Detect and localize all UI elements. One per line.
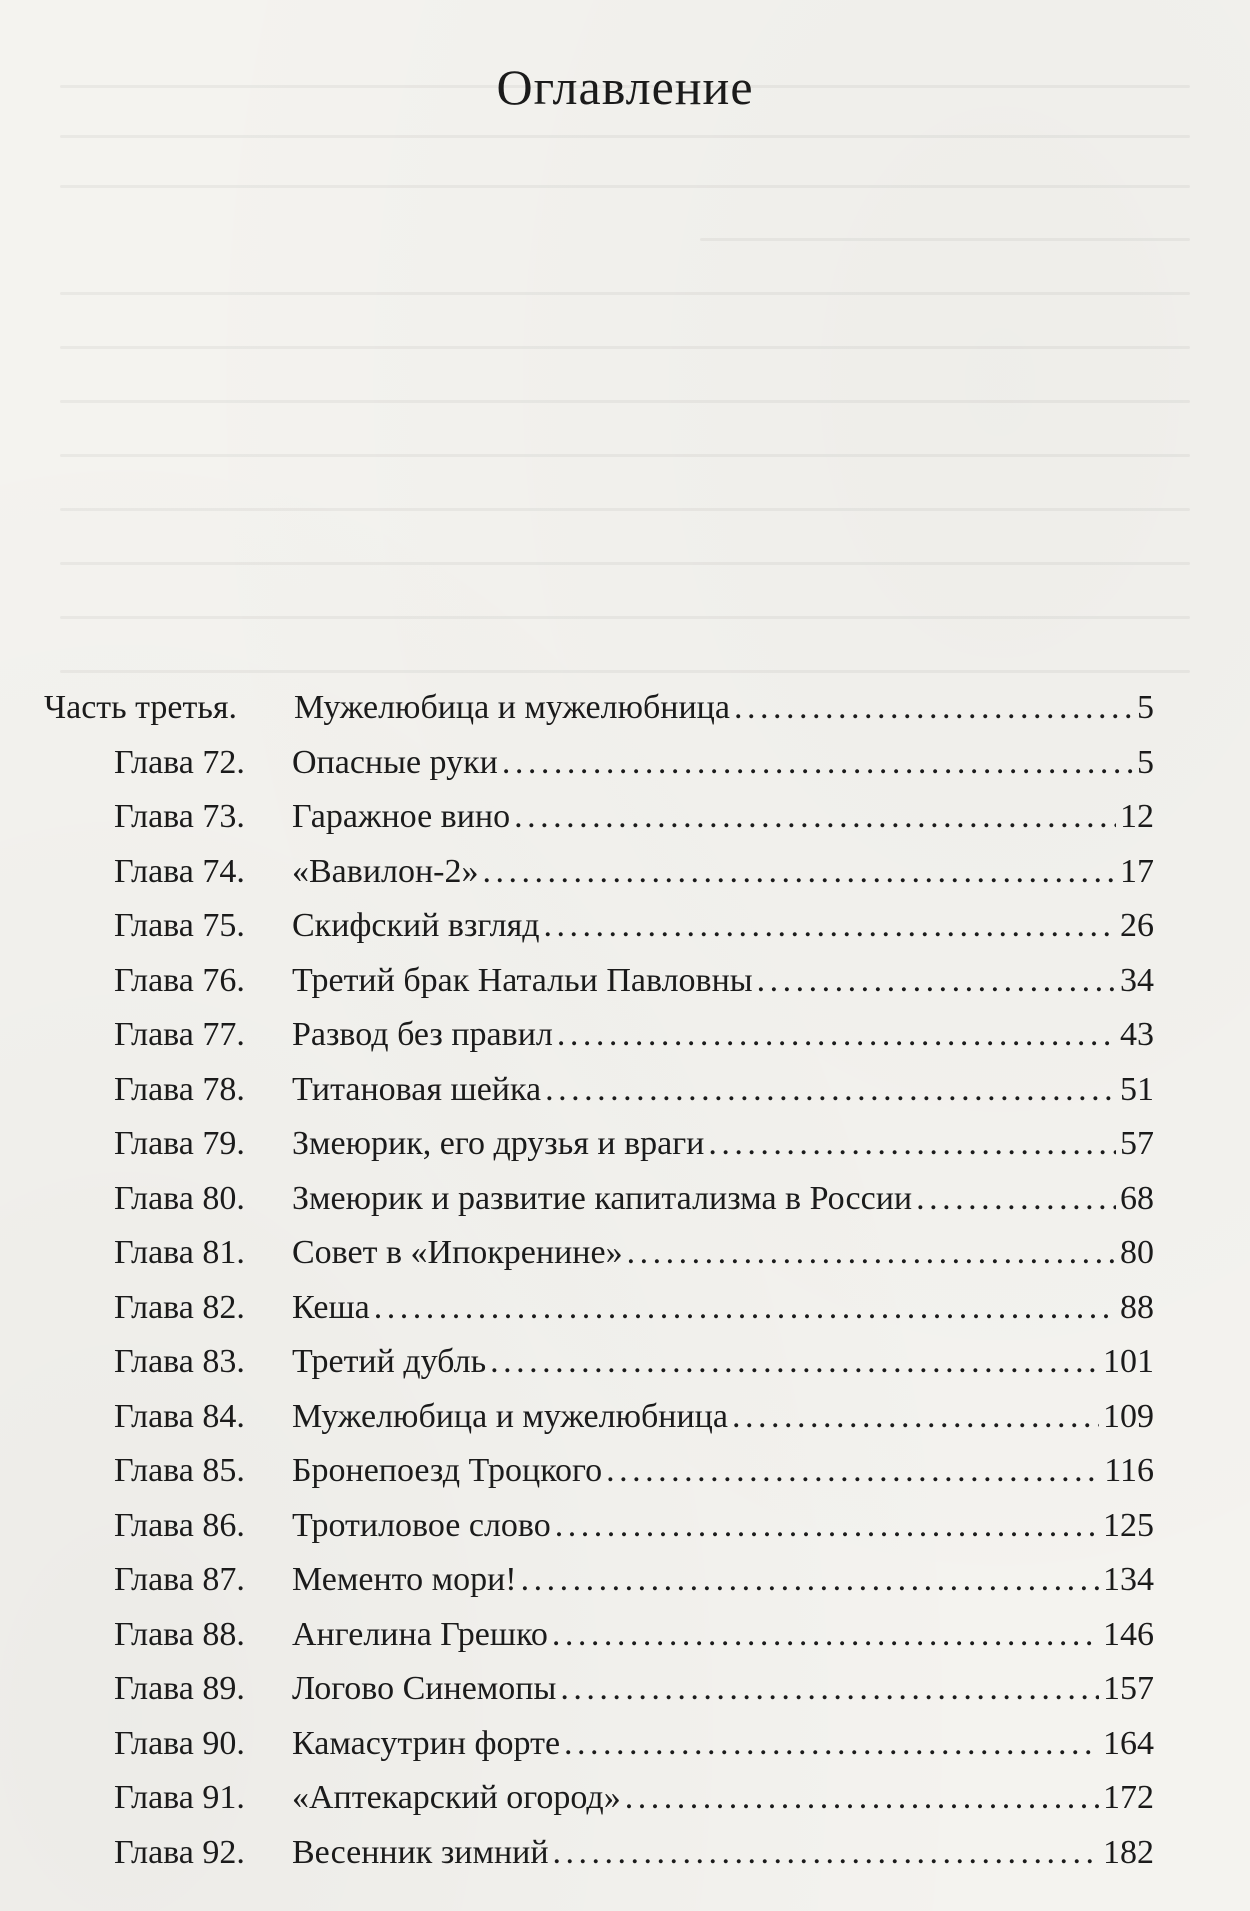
toc-leader-dots bbox=[544, 899, 1116, 954]
toc-page-number: 57 bbox=[1120, 1125, 1154, 1162]
toc-chapter-title: Камасутрин форте bbox=[292, 1724, 561, 1762]
toc-chapter-entry bbox=[44, 1063, 1154, 1118]
toc-chapter-entry bbox=[44, 1390, 1154, 1445]
toc-chapter-entry bbox=[44, 1499, 1154, 1554]
toc-chapter-title: Мужелюбица и мужелюбница bbox=[292, 1397, 728, 1435]
toc-chapter-title: Скифский взгляд bbox=[292, 907, 540, 944]
toc-page-number: 43 bbox=[1120, 1016, 1154, 1053]
toc-chapter-label: Глава 72. bbox=[114, 743, 245, 781]
toc-chapter-entry bbox=[44, 899, 1154, 954]
toc-chapter-title: Третий брак Натальи Павловны bbox=[292, 961, 753, 999]
toc-chapter-label: Глава 78. bbox=[114, 1070, 245, 1108]
toc-chapter-title: Бронепоезд Троцкого bbox=[292, 1452, 603, 1489]
show-through-line bbox=[700, 238, 1190, 241]
toc-page-number: 5 bbox=[1137, 689, 1154, 726]
toc-leader-dots bbox=[557, 1008, 1116, 1063]
toc-chapter-label: Глава 73. bbox=[114, 798, 245, 835]
toc-leader-dots bbox=[521, 1553, 1099, 1608]
toc-chapter-title: Логово Синемопы bbox=[292, 1670, 557, 1707]
toc-chapter-label: Глава 80. bbox=[114, 1179, 245, 1217]
toc-leader-dots bbox=[625, 1771, 1099, 1826]
toc-page-number: 109 bbox=[1103, 1397, 1154, 1435]
toc-chapter-title: «Аптекарский огород» bbox=[292, 1779, 621, 1816]
toc-chapter-entry bbox=[44, 790, 1154, 845]
toc-chapter-title: Весенник зимний bbox=[292, 1833, 549, 1871]
toc-chapter-entry bbox=[44, 1172, 1154, 1227]
toc-chapter-entry bbox=[44, 1226, 1154, 1281]
toc-page-number: 34 bbox=[1120, 961, 1154, 999]
toc-leader-dots bbox=[708, 1117, 1116, 1172]
toc-leader-dots bbox=[502, 736, 1133, 791]
toc-page-number: 26 bbox=[1120, 907, 1154, 944]
toc-chapter-label: Глава 76. bbox=[114, 961, 245, 999]
toc-chapter-label: Глава 89. bbox=[114, 1670, 245, 1707]
show-through-line bbox=[60, 508, 1190, 511]
toc-chapter-title: Тротиловое слово bbox=[292, 1506, 551, 1544]
show-through-line bbox=[60, 346, 1190, 349]
toc-page-number: 17 bbox=[1120, 852, 1154, 890]
toc-chapter-entry bbox=[44, 1444, 1154, 1499]
toc-leader-dots bbox=[552, 1608, 1099, 1663]
toc-chapter-title: Змеюрик, его друзья и враги bbox=[292, 1125, 705, 1162]
toc-leader-dots bbox=[514, 790, 1116, 845]
toc-page-number: 88 bbox=[1120, 1288, 1154, 1326]
page-title: Оглавление bbox=[496, 59, 754, 115]
toc-chapter-title: Опасные руки bbox=[292, 743, 498, 781]
toc-chapter-entry bbox=[44, 736, 1154, 791]
toc-part-title: Мужелюбица и мужелюбница bbox=[294, 689, 730, 726]
toc-chapter-title: Развод без правил bbox=[292, 1016, 553, 1053]
toc-chapter-entry bbox=[44, 1553, 1154, 1608]
toc-part-entry bbox=[44, 681, 1154, 736]
toc-page-number: 182 bbox=[1103, 1833, 1154, 1871]
toc-chapter-title: Совет в «Ипокренине» bbox=[292, 1234, 623, 1271]
toc-chapter-label: Глава 74. bbox=[114, 852, 245, 890]
toc-chapter-entry bbox=[44, 1335, 1154, 1390]
toc-page-number: 51 bbox=[1120, 1070, 1154, 1108]
toc-page-number: 116 bbox=[1104, 1452, 1154, 1489]
toc-chapter-entry bbox=[44, 845, 1154, 900]
toc-page-number: 164 bbox=[1103, 1724, 1154, 1762]
table-of-contents bbox=[44, 681, 1154, 1880]
toc-leader-dots bbox=[732, 1390, 1099, 1445]
show-through-line bbox=[60, 670, 1190, 673]
show-through-line bbox=[60, 562, 1190, 565]
toc-leader-dots bbox=[374, 1281, 1116, 1336]
toc-chapter-label: Глава 86. bbox=[114, 1506, 245, 1544]
toc-leader-dots bbox=[734, 681, 1133, 736]
toc-part-label: Часть третья. bbox=[44, 689, 238, 726]
toc-chapter-entry bbox=[44, 954, 1154, 1009]
toc-leader-dots bbox=[483, 845, 1116, 900]
toc-chapter-label: Глава 84. bbox=[114, 1397, 245, 1435]
toc-chapter-label: Глава 79. bbox=[114, 1125, 245, 1162]
toc-leader-dots bbox=[560, 1662, 1099, 1717]
show-through-line bbox=[60, 400, 1190, 403]
show-through-line bbox=[60, 292, 1190, 295]
toc-chapter-entry bbox=[44, 1771, 1154, 1826]
toc-chapter-entry bbox=[44, 1662, 1154, 1717]
toc-chapter-entry bbox=[44, 1608, 1154, 1663]
toc-page-number: 134 bbox=[1103, 1561, 1154, 1598]
toc-page-number: 101 bbox=[1103, 1343, 1154, 1380]
toc-leader-dots bbox=[553, 1826, 1099, 1881]
toc-chapter-entry bbox=[44, 1281, 1154, 1336]
toc-page-number: 12 bbox=[1120, 798, 1154, 835]
show-through-line bbox=[60, 185, 1190, 188]
toc-page-number: 172 bbox=[1103, 1779, 1154, 1816]
toc-page-number: 68 bbox=[1120, 1179, 1154, 1217]
toc-chapter-title: Гаражное вино bbox=[292, 798, 511, 835]
toc-chapter-label: Глава 88. bbox=[114, 1615, 245, 1653]
toc-leader-dots bbox=[627, 1226, 1116, 1281]
toc-chapter-label: Глава 81. bbox=[114, 1234, 245, 1271]
toc-page-number: 125 bbox=[1103, 1506, 1154, 1544]
toc-chapter-title: Ангелина Грешко bbox=[292, 1615, 548, 1653]
toc-leader-dots bbox=[490, 1335, 1099, 1390]
toc-leader-dots bbox=[545, 1063, 1116, 1118]
toc-chapter-title: Титановая шейка bbox=[292, 1070, 542, 1108]
toc-chapter-title: Мементо мори! bbox=[292, 1561, 517, 1598]
toc-chapter-label: Глава 77. bbox=[114, 1016, 245, 1053]
toc-page-number: 5 bbox=[1137, 743, 1154, 781]
toc-chapter-label: Глава 90. bbox=[114, 1724, 245, 1762]
toc-leader-dots bbox=[564, 1717, 1099, 1772]
toc-chapter-label: Глава 83. bbox=[114, 1343, 245, 1380]
toc-chapter-entry bbox=[44, 1008, 1154, 1063]
toc-chapter-label: Глава 82. bbox=[114, 1288, 245, 1326]
toc-leader-dots bbox=[606, 1444, 1100, 1499]
toc-chapter-label: Глава 87. bbox=[114, 1561, 245, 1598]
toc-page-number: 157 bbox=[1103, 1670, 1154, 1707]
toc-chapter-label: Глава 92. bbox=[114, 1833, 245, 1871]
show-through-line bbox=[60, 454, 1190, 457]
toc-leader-dots bbox=[916, 1172, 1116, 1227]
toc-chapter-label: Глава 91. bbox=[114, 1779, 245, 1816]
toc-chapter-entry bbox=[44, 1717, 1154, 1772]
show-through-line bbox=[60, 616, 1190, 619]
toc-leader-dots bbox=[555, 1499, 1099, 1554]
toc-chapter-title: Кеша bbox=[292, 1288, 370, 1326]
toc-page-number: 146 bbox=[1103, 1615, 1154, 1653]
toc-chapter-entry bbox=[44, 1117, 1154, 1172]
toc-chapter-entry bbox=[44, 1826, 1154, 1881]
toc-chapter-label: Глава 85. bbox=[114, 1452, 245, 1489]
show-through-line bbox=[60, 135, 1190, 138]
toc-chapter-label: Глава 75. bbox=[114, 907, 245, 944]
toc-chapter-title: Третий дубль bbox=[292, 1343, 487, 1380]
toc-chapter-title: «Вавилон-2» bbox=[292, 852, 479, 890]
toc-page-number: 80 bbox=[1120, 1234, 1154, 1271]
toc-chapter-title: Змеюрик и развитие капитализма в России bbox=[292, 1179, 913, 1217]
toc-leader-dots bbox=[757, 954, 1116, 1009]
